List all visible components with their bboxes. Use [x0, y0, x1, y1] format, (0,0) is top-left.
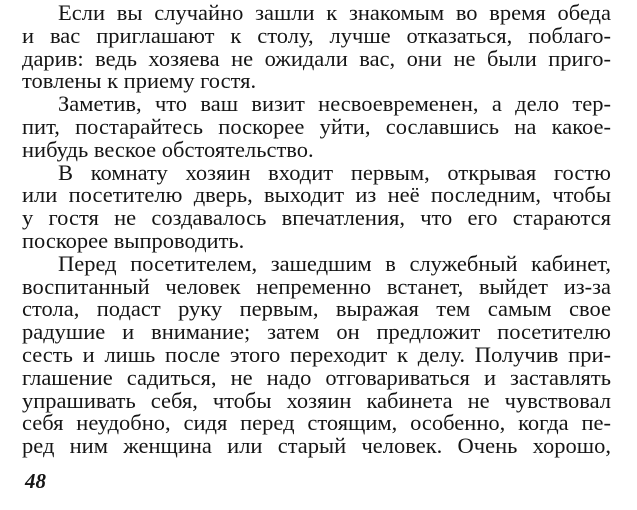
text-line: В комнату хозяин входит первым, открывая гостю	[58, 159, 611, 185]
text-line: воспитанный человек непременно встанет, выйдет из-за	[22, 273, 611, 299]
text-line: себя неудобно, сидя перед стоящим, особенно, когда пе-	[22, 410, 611, 436]
book-page-text	[22, 2, 611, 458]
text-line: товлены к приему гостя.	[22, 68, 257, 94]
text-line: глашение садиться, не надо отговариваться и заставлять	[22, 364, 611, 390]
text-line: или посетителю дверь, выходит из неё последним, чтобы	[22, 182, 611, 208]
paragraph-4	[22, 250, 611, 459]
text-line: Заметив, что ваш визит несвоевременен, а дело тер-	[58, 91, 611, 117]
text-line: радушие и внимание; затем он предложит посетителю	[22, 319, 611, 345]
text-line: сесть и лишь после этого переходит к делу. Получив при-	[22, 341, 611, 367]
text-line: нибудь веское обстоятельство.	[22, 136, 314, 162]
paragraph-3	[22, 159, 611, 253]
text-line: дарив: ведь хозяева не ожидали вас, они не были приго-	[22, 45, 611, 71]
paragraph-2	[22, 93, 611, 161]
text-line: и вас приглашают к столу, лучше отказаться, поблаго-	[22, 22, 611, 48]
paragraph-1	[22, 2, 611, 93]
text-line: пит, постарайтесь поскорее уйти, сославшись на какое-	[22, 113, 611, 139]
text-line: Если вы случайно зашли к знакомым во время обеда	[58, 0, 611, 25]
text-line: упрашивать себя, чтобы хозяин кабинета не чувствовал	[22, 387, 611, 413]
text-line: у гостя не создавалось впечатления, что его стараются	[22, 205, 611, 231]
page-number: 48	[25, 469, 46, 493]
text-line: Перед посетителем, зашедшим в служебный кабинет,	[58, 250, 611, 276]
text-line: ред ним женщина или старый человек. Очень хорошо,	[22, 433, 611, 459]
text-line: стола, подаст руку первым, выражая тем самым свое	[22, 296, 611, 322]
text-line: поскорее выпроводить.	[22, 227, 245, 253]
